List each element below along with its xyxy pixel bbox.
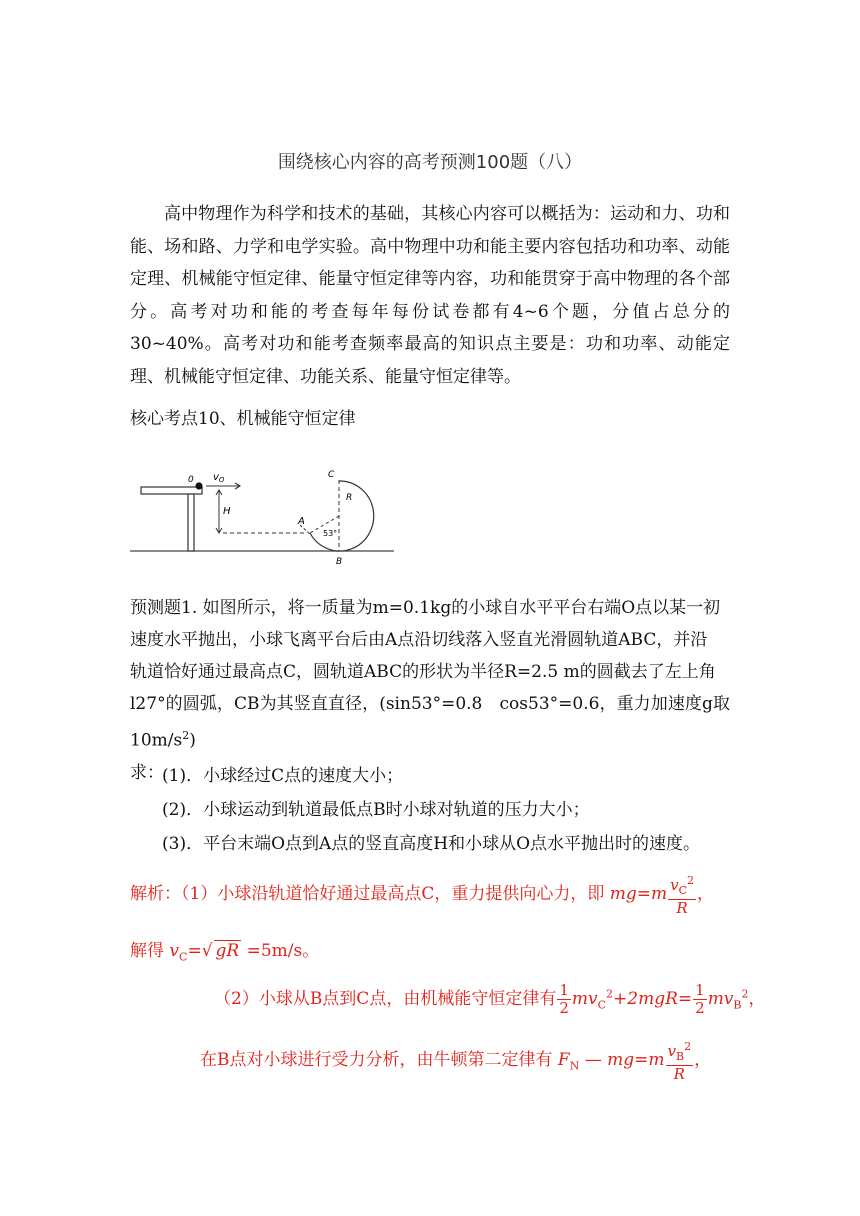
question-line: 预测题1. 如图所示，将一质量为m=0.1kg的小球自水平平台右端O点以某一初 [130, 598, 721, 618]
platform-top [141, 487, 202, 494]
sub-question-2: (2)．小球运动到轨道最低点B时小球对轨道的压力大小； [162, 800, 590, 820]
label-a: A [298, 516, 305, 527]
label-b: B [336, 557, 343, 567]
circular-track [310, 481, 374, 551]
physics-figure [128, 460, 398, 576]
question-block [130, 592, 730, 789]
ball [195, 482, 202, 489]
question-line: 速度水平抛出，小球飞离平台后由A点沿切线落入竖直光滑圆轨道ABC，并沿 [130, 630, 708, 650]
question-line: 轨道恰好通过最高点C，圆轨道ABC的形状为半径R=2.5 m的圆截去了左上角 [130, 662, 716, 682]
solution-line-4: 在B点对小球进行受力分析，由牛顿第二定律有 $F_N$ — mg=m $\frac{v_B^2}{R}$ ， [200, 1040, 712, 1083]
label-v: $v_O$ [213, 472, 225, 484]
label-h: H [223, 506, 231, 517]
track-diagram [128, 460, 398, 572]
label-r: R [346, 493, 353, 503]
solution-line-2: 解得 $v_C=√$ gR =5m/s。 [130, 941, 320, 964]
sub-question-1: (1)．小球经过C点的速度大小； [162, 766, 404, 786]
label-c: C [328, 470, 335, 480]
platform-leg [188, 494, 194, 551]
label-angle: 53° [323, 529, 338, 538]
question-line: l27°的圆弧，CB为其竖直直径，(sin53°=0.8 cos53°=0.6，重力加速度g取$10m/s^2$) [130, 694, 730, 751]
sub-question-3: (3)．平台末端O点到A点的竖直高度H和小球从O点水平抛出时的速度。 [162, 834, 701, 854]
page-title: 围绕核心内容的高考预测100题（八） [277, 152, 583, 173]
question-line: 求： [130, 762, 164, 783]
intro-paragraph: 高中物理作为科学和技术的基础，其核心内容可以概括为：运动和力、功和能、场和路、力学和电学实验。高中物理中功和能主要内容包括功和功率、动能定理、机械能守恒定律、能量守恒定律等内容，功和能贯穿于高中物理的各个部分。高考对功和能的考查每年每份试卷都有4~6个题，分值占总分的30~40%。高考对功和能考查频率最高的知识点主要是：功和功率、动能定理、机械能守恒定律、功能关系、能量守恒定律等。 [130, 204, 730, 387]
solution-line-3: （2）小球从B点到C点，由机械能守恒定律有 $\frac{1}{2}$ $mv_C^2+2mgR=$ $\frac{1}{2}$ $mv_B^2$， [214, 981, 766, 1017]
solution-line-1: 解析：（1）小球沿轨道恰好通过最高点C，重力提供向心力，即 mg=m $\frac{v_C^2}{R}$ ， [130, 874, 715, 917]
label-o: 0 [188, 475, 194, 485]
section-heading: 核心考点10、机械能守恒定律 [130, 409, 356, 429]
